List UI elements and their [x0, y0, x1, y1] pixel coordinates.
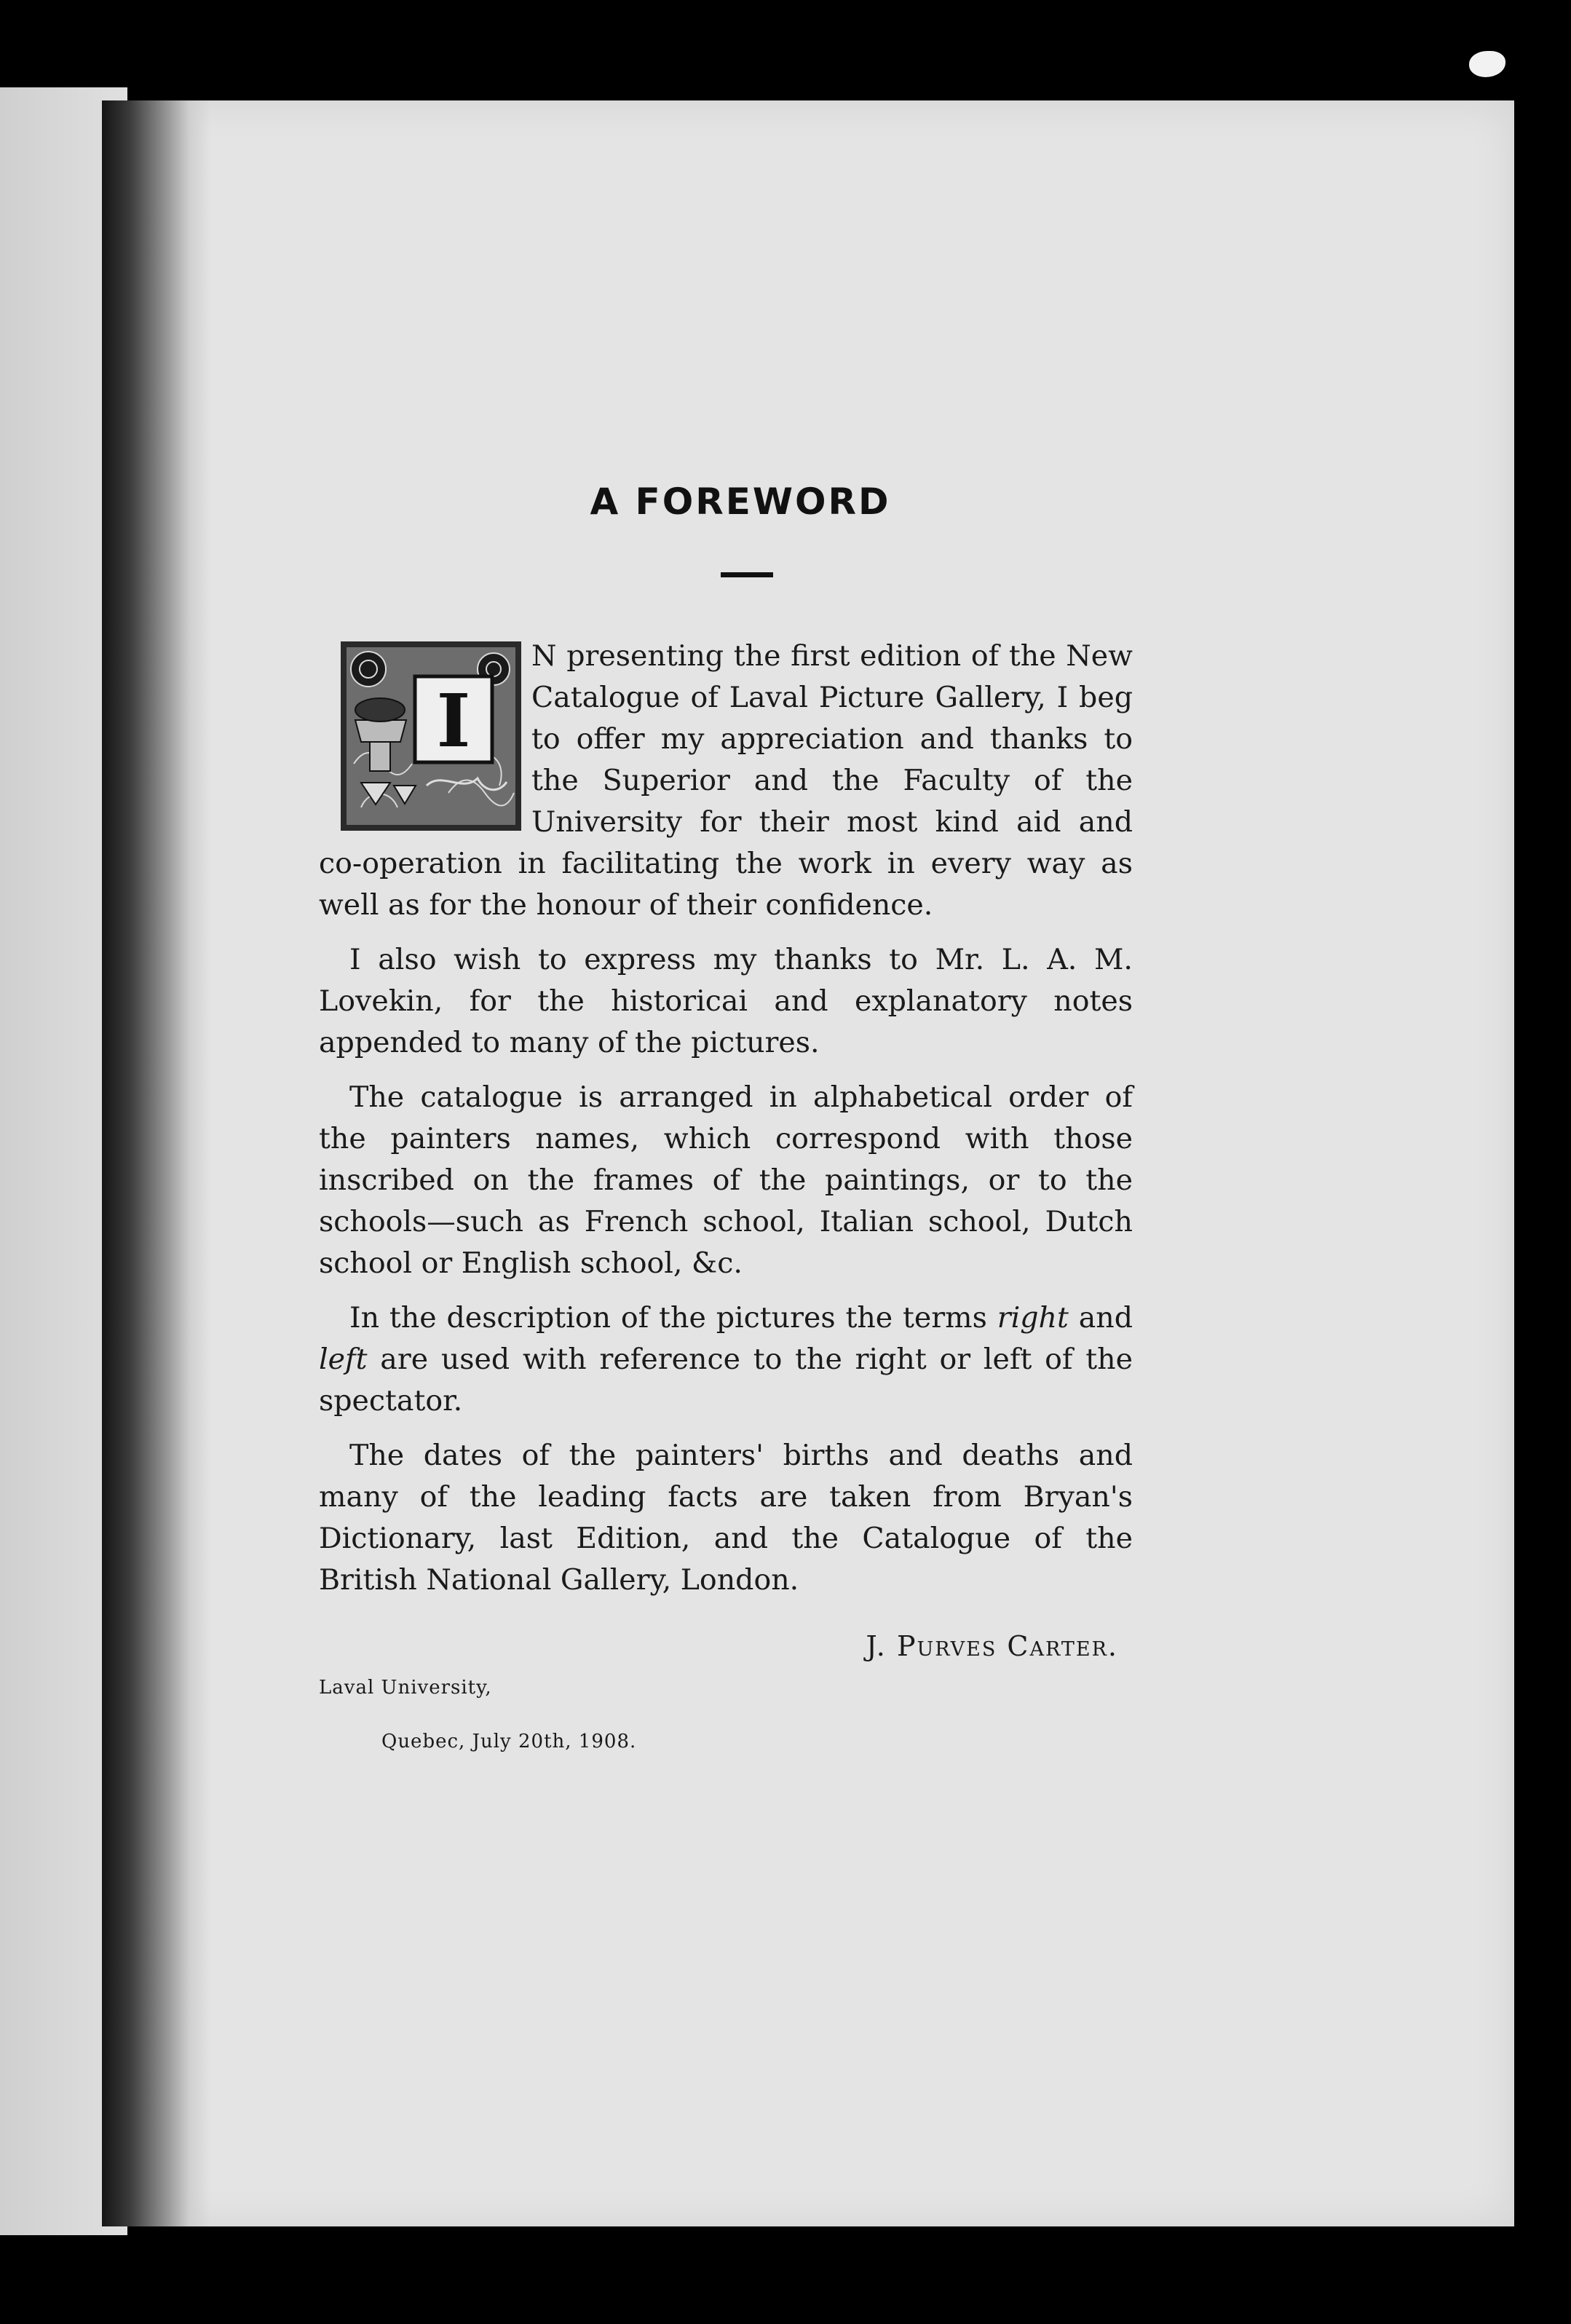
scan-artifact	[1469, 51, 1505, 77]
drop-cap-letter: I	[436, 678, 471, 764]
paragraph-3: The catalogue is arranged in alphabetical order of the painters names, which correspond with those inscribed on the frames of the paintings, or to the schools—such as French school, Italian school, Dutch school or English school, &c.	[319, 1080, 1133, 1280]
signature-place: Laval University,	[319, 1677, 492, 1699]
foreword-content	[319, 481, 1133, 1752]
term-left: left	[319, 1343, 368, 1376]
term-right: right	[997, 1301, 1069, 1335]
paragraph-4-after: are used with reference to the right or left of the spectator.	[319, 1343, 1133, 1418]
signature-date: Quebec, July 20th, 1908.	[381, 1731, 637, 1752]
signature	[319, 1630, 1133, 1662]
paragraph-4	[319, 1297, 1133, 1422]
ornamental-drop-cap	[339, 640, 523, 832]
page-title: A FOREWORD	[590, 481, 891, 523]
signature-name: J. Purves Carter.	[866, 1630, 1118, 1662]
paragraph-1: N presenting the first edition of the New Catalogue of Laval Picture Gallery, I beg to offer my appreciation and thanks to the Superior and the Faculty of the University for their most kind aid and co-operation in facilitating the work in every way as well as for the honour of their confidence.	[319, 639, 1133, 922]
paragraph-2: I also wish to express my thanks to Mr. L. A. M. Lovekin, for the historicai and explanatory notes appended to many of the pictures.	[319, 943, 1133, 1059]
page-gutter-shadow	[102, 100, 211, 2226]
title-rule	[721, 572, 773, 577]
paragraph-5: The dates of the painters' births and deaths and many of the leading facts are taken from Bryan's Dictionary, last Edition, and the Catalogue of the British National Gallery, London.	[319, 1439, 1133, 1597]
foreword-body	[319, 636, 1133, 1601]
paragraph-4-middle: and	[1068, 1301, 1133, 1335]
paragraph-4-before: In the description of the pictures the terms	[349, 1301, 997, 1335]
